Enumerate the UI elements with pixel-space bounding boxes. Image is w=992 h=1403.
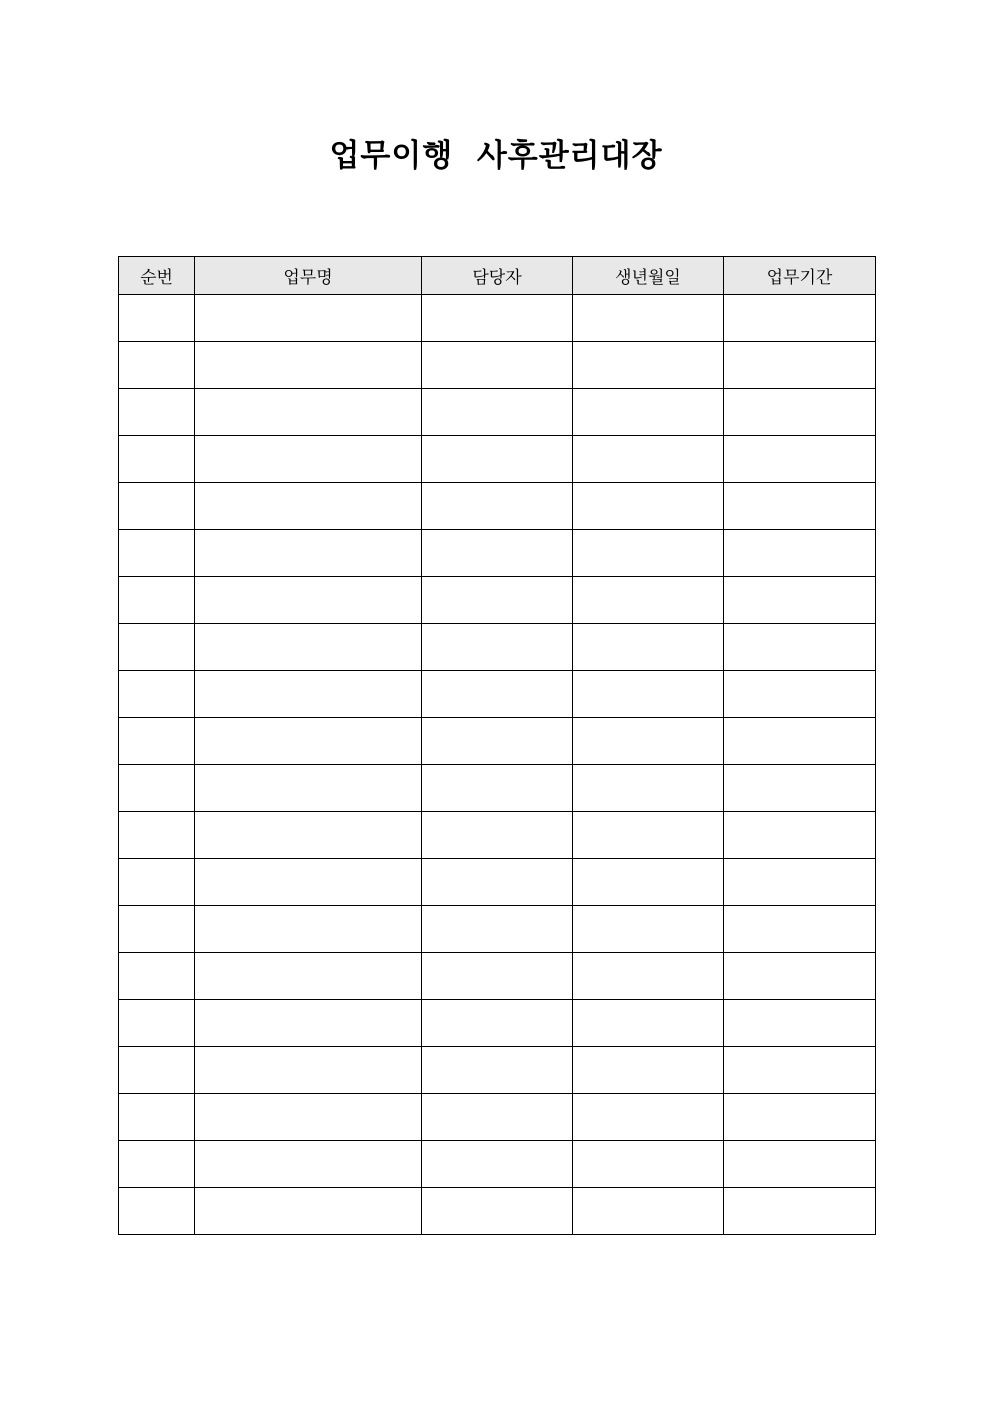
- table-row: [119, 342, 876, 389]
- cell-assignee[interactable]: [422, 718, 573, 765]
- cell-assignee[interactable]: [422, 295, 573, 342]
- table-row: [119, 765, 876, 812]
- table-body: [119, 295, 876, 1235]
- header-seq: 순번: [119, 257, 195, 295]
- table-row: [119, 1188, 876, 1235]
- cell-task-period[interactable]: [724, 342, 876, 389]
- cell-assignee[interactable]: [422, 342, 573, 389]
- table-row: [119, 1094, 876, 1141]
- cell-birthdate[interactable]: [573, 1188, 724, 1235]
- cell-task-name[interactable]: [195, 765, 422, 812]
- cell-task-period[interactable]: [724, 1000, 876, 1047]
- cell-task-name[interactable]: [195, 624, 422, 671]
- cell-assignee[interactable]: [422, 530, 573, 577]
- cell-task-name[interactable]: [195, 1094, 422, 1141]
- cell-seq[interactable]: [119, 342, 195, 389]
- cell-seq[interactable]: [119, 624, 195, 671]
- cell-assignee[interactable]: [422, 389, 573, 436]
- cell-task-name[interactable]: [195, 342, 422, 389]
- table-row: [119, 1047, 876, 1094]
- cell-task-period[interactable]: [724, 718, 876, 765]
- table-row: [119, 906, 876, 953]
- page-title: 업무이행 사후관리대장: [329, 138, 663, 174]
- table-row: [119, 812, 876, 859]
- cell-task-period[interactable]: [724, 389, 876, 436]
- cell-task-name[interactable]: [195, 530, 422, 577]
- ledger-table: [118, 256, 876, 1235]
- cell-birthdate[interactable]: [573, 624, 724, 671]
- table-row: [119, 530, 876, 577]
- cell-birthdate[interactable]: [573, 953, 724, 1000]
- cell-seq[interactable]: [119, 671, 195, 718]
- cell-task-period[interactable]: [724, 1047, 876, 1094]
- cell-birthdate[interactable]: [573, 859, 724, 906]
- cell-assignee[interactable]: [422, 812, 573, 859]
- cell-birthdate[interactable]: [573, 1047, 724, 1094]
- cell-assignee[interactable]: [422, 436, 573, 483]
- table-row: [119, 859, 876, 906]
- header-task-name: 업무명: [195, 257, 422, 295]
- cell-task-period[interactable]: [724, 1141, 876, 1188]
- table-row: [119, 953, 876, 1000]
- cell-task-period[interactable]: [724, 765, 876, 812]
- table-row: [119, 1000, 876, 1047]
- cell-seq[interactable]: [119, 436, 195, 483]
- cell-task-period[interactable]: [724, 1188, 876, 1235]
- cell-task-period[interactable]: [724, 671, 876, 718]
- cell-birthdate[interactable]: [573, 1141, 724, 1188]
- table-header: [119, 257, 876, 295]
- table-row: [119, 295, 876, 342]
- cell-birthdate[interactable]: [573, 812, 724, 859]
- cell-assignee[interactable]: [422, 765, 573, 812]
- cell-task-name[interactable]: [195, 1047, 422, 1094]
- cell-task-period[interactable]: [724, 295, 876, 342]
- cell-seq[interactable]: [119, 483, 195, 530]
- table-row: [119, 577, 876, 624]
- cell-seq[interactable]: [119, 765, 195, 812]
- cell-seq[interactable]: [119, 906, 195, 953]
- table-row: [119, 389, 876, 436]
- cell-assignee[interactable]: [422, 577, 573, 624]
- cell-task-name[interactable]: [195, 389, 422, 436]
- cell-task-period[interactable]: [724, 624, 876, 671]
- cell-task-period[interactable]: [724, 577, 876, 624]
- cell-task-name[interactable]: [195, 577, 422, 624]
- cell-assignee[interactable]: [422, 1188, 573, 1235]
- cell-seq[interactable]: [119, 812, 195, 859]
- cell-seq[interactable]: [119, 1094, 195, 1141]
- cell-assignee[interactable]: [422, 1094, 573, 1141]
- cell-birthdate[interactable]: [573, 718, 724, 765]
- cell-birthdate[interactable]: [573, 906, 724, 953]
- cell-seq[interactable]: [119, 718, 195, 765]
- cell-task-name[interactable]: [195, 1000, 422, 1047]
- cell-seq[interactable]: [119, 389, 195, 436]
- table-row: [119, 436, 876, 483]
- cell-task-name[interactable]: [195, 671, 422, 718]
- cell-assignee[interactable]: [422, 1047, 573, 1094]
- cell-seq[interactable]: [119, 295, 195, 342]
- cell-seq[interactable]: [119, 530, 195, 577]
- cell-birthdate[interactable]: [573, 342, 724, 389]
- cell-task-period[interactable]: [724, 436, 876, 483]
- cell-birthdate[interactable]: [573, 765, 724, 812]
- cell-seq[interactable]: [119, 1141, 195, 1188]
- cell-task-name[interactable]: [195, 436, 422, 483]
- cell-task-name[interactable]: [195, 295, 422, 342]
- cell-assignee[interactable]: [422, 483, 573, 530]
- cell-birthdate[interactable]: [573, 671, 724, 718]
- cell-task-name[interactable]: [195, 812, 422, 859]
- cell-birthdate[interactable]: [573, 1000, 724, 1047]
- cell-assignee[interactable]: [422, 859, 573, 906]
- cell-assignee[interactable]: [422, 1000, 573, 1047]
- cell-assignee[interactable]: [422, 624, 573, 671]
- cell-birthdate[interactable]: [573, 1094, 724, 1141]
- cell-task-period[interactable]: [724, 530, 876, 577]
- cell-seq[interactable]: [119, 1047, 195, 1094]
- cell-task-period[interactable]: [724, 812, 876, 859]
- cell-task-period[interactable]: [724, 859, 876, 906]
- cell-birthdate[interactable]: [573, 389, 724, 436]
- cell-task-period[interactable]: [724, 1094, 876, 1141]
- table-row: [119, 671, 876, 718]
- cell-task-name[interactable]: [195, 859, 422, 906]
- cell-task-name[interactable]: [195, 1188, 422, 1235]
- cell-seq[interactable]: [119, 577, 195, 624]
- cell-task-period[interactable]: [724, 906, 876, 953]
- cell-assignee[interactable]: [422, 906, 573, 953]
- cell-seq[interactable]: [119, 1000, 195, 1047]
- table-row: [119, 483, 876, 530]
- header-assignee: 담당자: [422, 257, 573, 295]
- cell-task-name[interactable]: [195, 953, 422, 1000]
- table-row: [119, 624, 876, 671]
- cell-birthdate[interactable]: [573, 436, 724, 483]
- header-row: [119, 257, 876, 295]
- cell-birthdate[interactable]: [573, 295, 724, 342]
- cell-task-period[interactable]: [724, 953, 876, 1000]
- header-birthdate: 생년월일: [573, 257, 724, 295]
- cell-seq[interactable]: [119, 1188, 195, 1235]
- table-row: [119, 1141, 876, 1188]
- cell-task-name[interactable]: [195, 906, 422, 953]
- cell-task-name[interactable]: [195, 1141, 422, 1188]
- cell-seq[interactable]: [119, 953, 195, 1000]
- cell-birthdate[interactable]: [573, 577, 724, 624]
- cell-task-period[interactable]: [724, 483, 876, 530]
- cell-task-name[interactable]: [195, 483, 422, 530]
- cell-assignee[interactable]: [422, 1141, 573, 1188]
- cell-task-name[interactable]: [195, 718, 422, 765]
- cell-birthdate[interactable]: [573, 530, 724, 577]
- table-row: [119, 718, 876, 765]
- cell-assignee[interactable]: [422, 671, 573, 718]
- cell-seq[interactable]: [119, 859, 195, 906]
- cell-assignee[interactable]: [422, 953, 573, 1000]
- header-task-period: 업무기간: [724, 257, 876, 295]
- cell-birthdate[interactable]: [573, 483, 724, 530]
